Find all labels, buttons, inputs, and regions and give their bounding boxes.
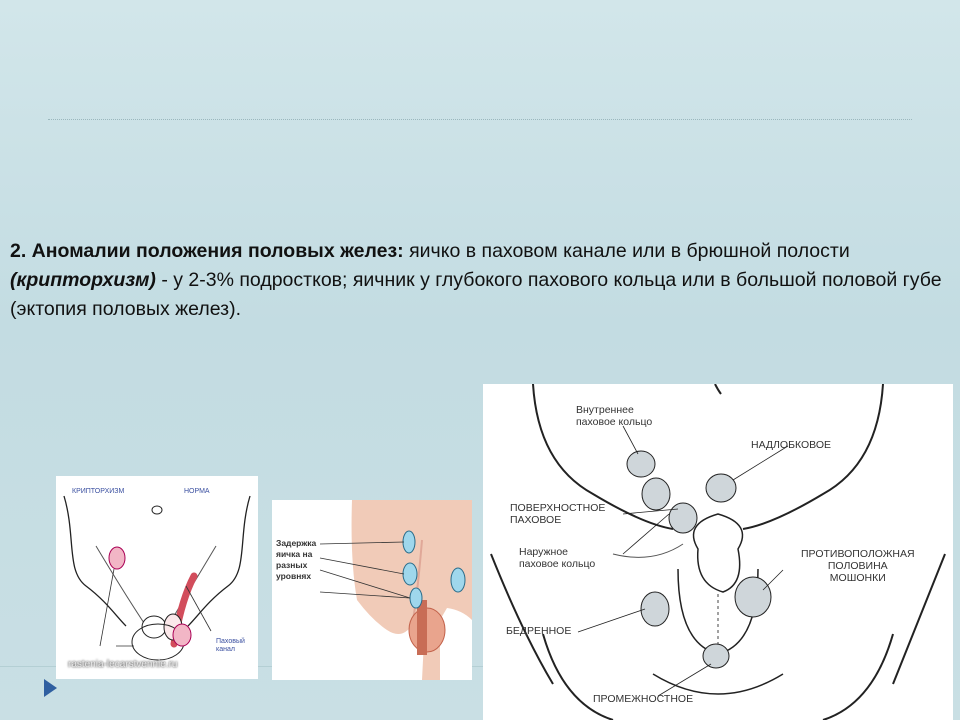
label-femoral: БЕДРЕННОЕ xyxy=(506,625,572,637)
undescended-testicle-diagram xyxy=(272,500,472,680)
text-part-b: - у 2-3% подростков; яичник у глубокого пахового кольца или в большой половой губе (эктопия половых желез). xyxy=(10,269,942,320)
body-paragraph xyxy=(10,237,955,324)
label-external-ring: Наружное паховое кольцо xyxy=(519,546,596,570)
label-suprapubic: НАДЛОБКОВОЕ xyxy=(751,439,831,451)
label-inguinal-canal: Паховый канал xyxy=(216,638,245,653)
text-part-a: яичко в паховом канале или в брюшной полости xyxy=(403,240,850,262)
label-norm: НОРМА xyxy=(184,488,210,495)
undescended-testicle-illustration xyxy=(272,500,472,680)
label-cryptorchidism: КРИПТОРХИЗМ xyxy=(72,488,125,495)
ectopic-testis-positions-diagram xyxy=(483,384,953,720)
next-slide-arrow-icon[interactable] xyxy=(44,679,57,697)
label-internal-ring: Внутреннее паховое кольцо xyxy=(576,404,653,428)
label-superficial-inguinal: ПОВЕРХНОСТНОЕ ПАХОВОЕ xyxy=(510,502,606,526)
label-perineal: ПРОМЕЖНОСТНОЕ xyxy=(593,693,694,705)
cryptorchidism-diagram xyxy=(56,476,258,679)
label-opposite-scrotum: ПРОТИВОПОЛОЖНАЯ ПОЛОВИНА МОШОНКИ xyxy=(801,548,915,584)
watermark: rastenia-lecarstvennie.ru xyxy=(68,659,178,670)
term-cryptorchidism: (крипторхизм) xyxy=(10,269,156,291)
label-retention-levels: Задержка яичка на разных уровнях xyxy=(276,538,317,581)
heading-lead: 2. Аномалии положения половых желез: xyxy=(10,240,404,262)
title-divider xyxy=(48,119,912,120)
